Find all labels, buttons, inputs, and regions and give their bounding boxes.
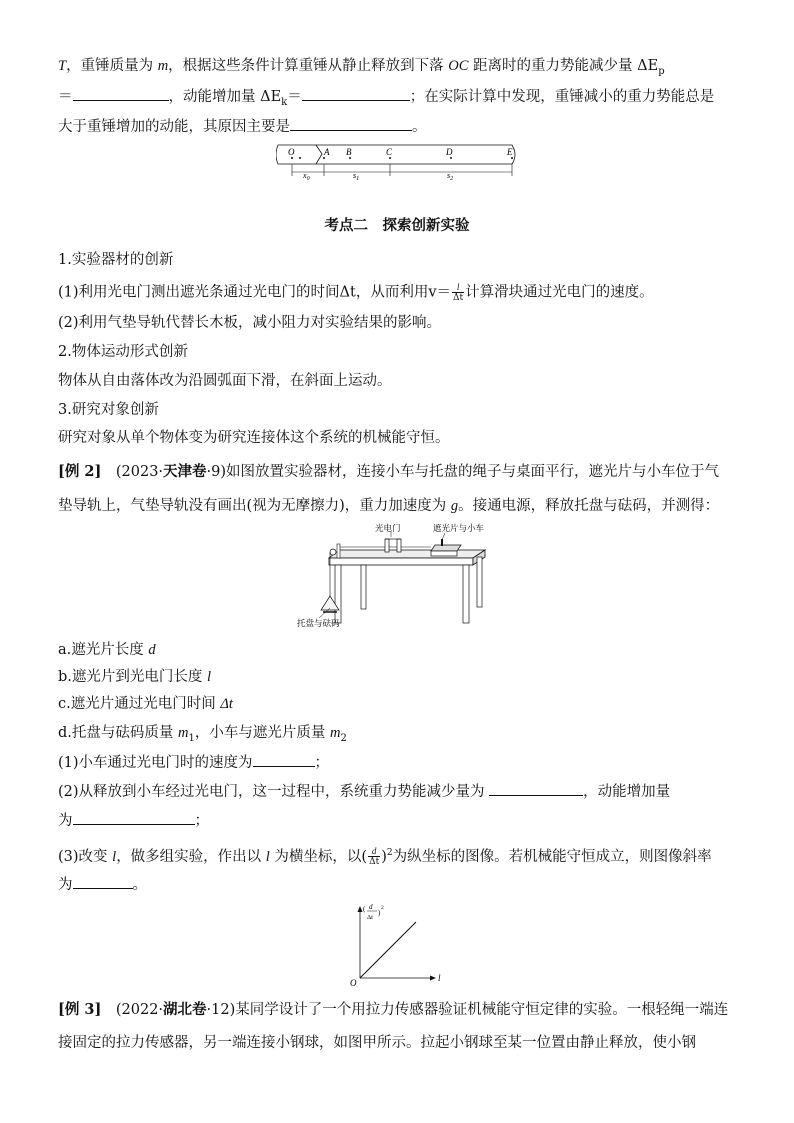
apparatus-figure bbox=[295, 522, 495, 632]
figure-label-tray: 托盘与砝码 bbox=[297, 618, 340, 628]
graph-origin: O bbox=[350, 978, 357, 988]
question-3-line-1: (3)改变 l，做多组实验，作出以 l 为横坐标，以( $\frac{d}{\Delta t}$ )$^2$为纵坐标的图像。若机械能守恒成立，则图像斜率 bbox=[58, 846, 712, 868]
paragraph-motion: 物体从自由落体改为沿圆弧面下滑，在斜面上运动。 bbox=[58, 373, 392, 389]
graph-x-label: l bbox=[438, 973, 441, 983]
answer-blank[interactable] bbox=[73, 86, 169, 101]
linear-graph bbox=[338, 900, 458, 990]
example-3-tag: [例 3] bbox=[58, 1001, 102, 1018]
answer-blank[interactable] bbox=[73, 810, 195, 825]
question-2-line-2: 为 ； bbox=[58, 810, 209, 831]
answer-blank[interactable] bbox=[73, 874, 133, 889]
fraction: $\frac{l}{\Delta t}$ bbox=[453, 282, 464, 303]
tape-point-o: O bbox=[288, 147, 295, 157]
graph-y-denominator: Δt bbox=[367, 914, 373, 921]
segment-label-s2: $s_2$ bbox=[447, 171, 454, 182]
figure-label-photogate: 光电门 bbox=[375, 523, 401, 533]
example-3-line-1: [例 3] (2022·湖北卷·12)某同学设计了一个用拉力传感器验证机械能守恒定律的实验。一根轻绳一端连 bbox=[58, 1001, 729, 1018]
paragraph-air-track: (2)利用气垫导轨代替长木板，减小阻力对实验结果的影响。 bbox=[58, 315, 442, 331]
paragraph-object: 研究对象从单个物体变为研究连接体这个系统的机械能守恒。 bbox=[58, 430, 450, 446]
graph-y-numerator: d bbox=[369, 903, 373, 911]
segment-label-s1: $s_1$ bbox=[353, 171, 360, 182]
svg-text:(: ( bbox=[363, 905, 366, 913]
example-2-line-2: 垫导轨上，气垫导轨没有画出(视为无摩擦力)，重力加速度为 g。接通电源，释放托盘与砝码，并测得： bbox=[58, 498, 720, 514]
example-2-line-1: [例 2] (2023·天津卷·9)如图放置实验器材，连接小车与托盘的绳子与桌面平行，遮光片与小车位于气 bbox=[58, 463, 720, 480]
segment-label-x0: $x_0$ bbox=[303, 171, 310, 182]
tape-point-c: C bbox=[386, 147, 393, 157]
question-3-line-2: 为 。 bbox=[58, 874, 147, 895]
intro-line-2: ＝ ，动能增加量 $\Delta E_k=$ ；在实际计算中发现，重锤减小的重力势能总是 bbox=[58, 86, 714, 113]
answer-blank[interactable] bbox=[253, 752, 315, 767]
measure-c: c.遮光片通过光电门时间 Δt bbox=[58, 696, 233, 712]
answer-blank[interactable] bbox=[302, 86, 410, 101]
fraction: $\frac{d}{\Delta t}$ bbox=[369, 846, 380, 868]
tape-point-b: B bbox=[346, 147, 352, 157]
section-title: 考点二 探索创新实验 bbox=[324, 217, 470, 234]
graph-y-exponent: 2 bbox=[381, 905, 384, 911]
measure-b: b.遮光片到光电门长度 l bbox=[58, 669, 212, 685]
figure-label-cart: 遮光片与小车 bbox=[433, 523, 485, 533]
graph-line bbox=[360, 922, 416, 978]
heading-motion: 2.物体运动形式创新 bbox=[58, 344, 188, 360]
tape-point-a: A bbox=[324, 147, 330, 157]
paragraph-photogate: (1)利用光电门测出遮光条通过光电门的时间Δt，从而利用v＝ $\frac{l}{\Delta t}$ 计算滑块通过光电门的速度。 bbox=[58, 282, 654, 303]
example-3-line-2: 接固定的拉力传感器，另一端连接小钢球，如图甲所示。拉起小钢球至某一位置由静止释放，使小钢 bbox=[58, 1035, 696, 1051]
tape-point-d: D bbox=[446, 147, 453, 157]
tape-point-e: E bbox=[507, 147, 513, 157]
answer-blank[interactable] bbox=[489, 781, 583, 796]
intro-line-1: T，重锤质量为 m，根据这些条件计算重锤从静止释放到下落 OC 距离时的重力势能减少量 $\Delta E_p$ bbox=[58, 58, 665, 77]
svg-text:): ) bbox=[378, 909, 381, 917]
heading-object: 3.研究对象创新 bbox=[58, 402, 159, 418]
heading-equipment: 1.实验器材的创新 bbox=[58, 252, 174, 268]
measure-a: a.遮光片长度 d bbox=[58, 642, 156, 658]
answer-blank[interactable] bbox=[290, 116, 412, 131]
question-2-line-1: (2)从释放到小车经过光电门，这一过程中，系统重力势能减少量为 ，动能增加量 bbox=[58, 781, 670, 802]
intro-line-3: 大于重锤增加的动能，其原因主要是 。 bbox=[58, 116, 427, 137]
measure-d: d.托盘与砝码质量 $m_1$，小车与遮光片质量 $m_2$ bbox=[58, 725, 347, 744]
example-2-tag: [例 2] bbox=[58, 463, 102, 480]
question-1: (1)小车通过光电门时的速度为 ； bbox=[58, 752, 329, 773]
paper-tape-figure bbox=[276, 142, 522, 182]
